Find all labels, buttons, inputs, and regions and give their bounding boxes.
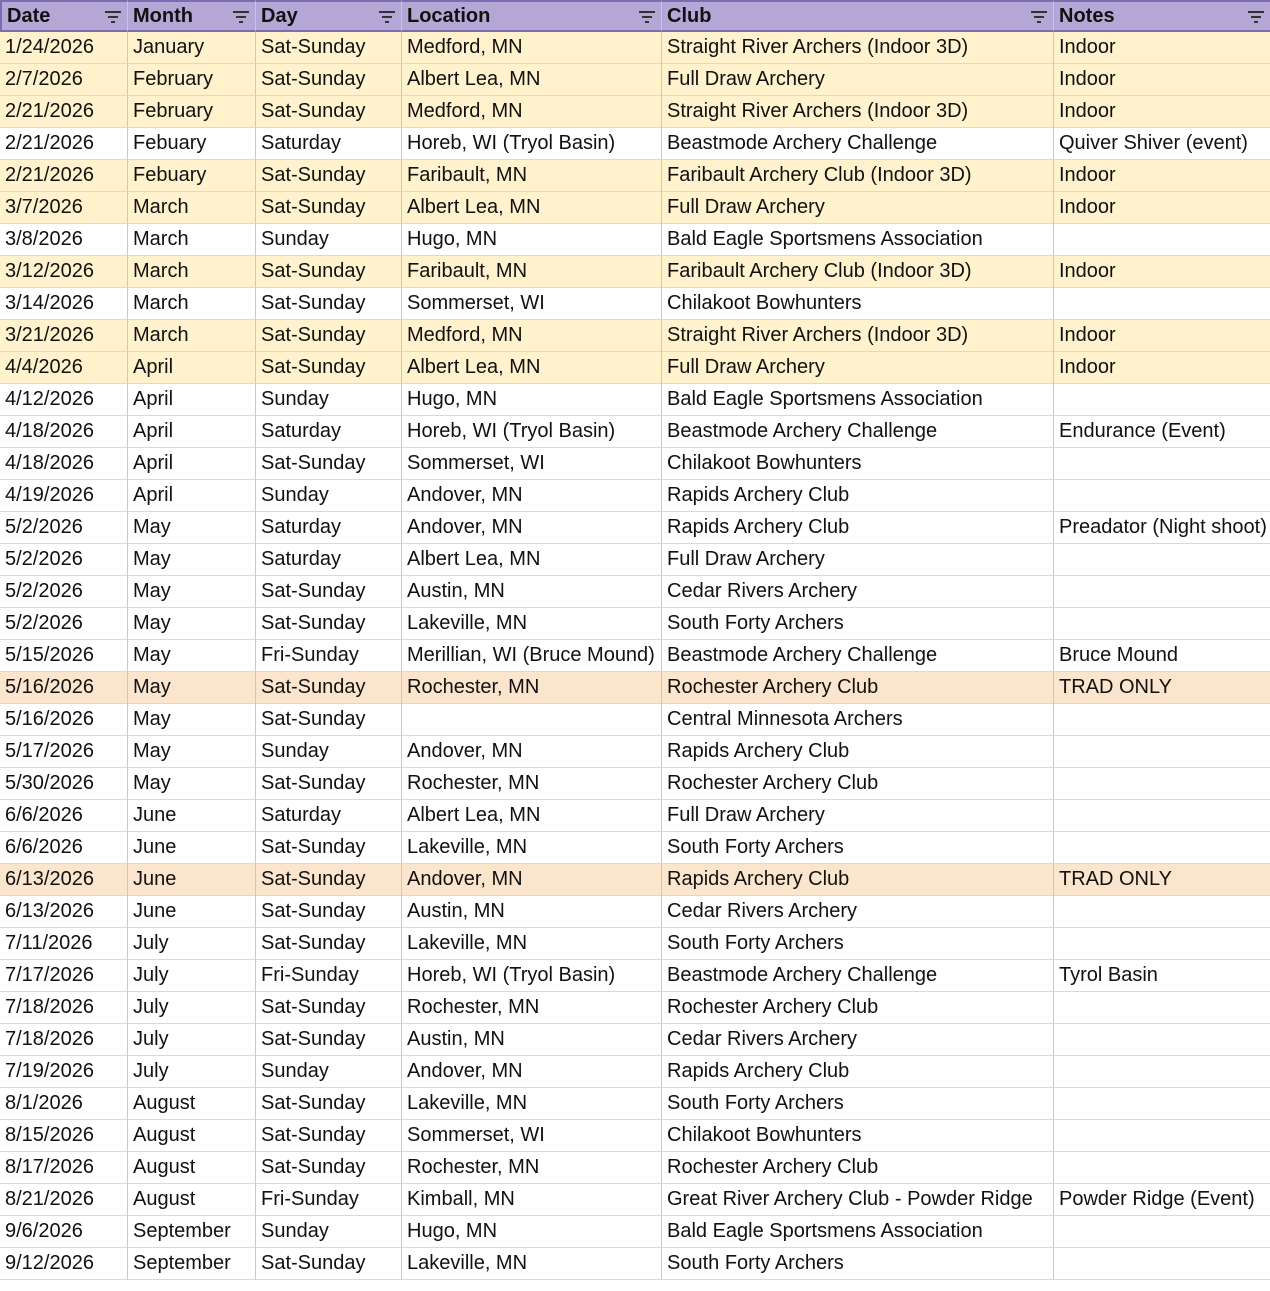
table-row (0, 320, 1270, 352)
cell-notes[interactable] (1054, 928, 1270, 960)
table-row (0, 288, 1270, 320)
cell-month[interactable]: May (128, 768, 256, 800)
table-row (0, 960, 1270, 992)
table-row (0, 32, 1270, 64)
cell-location[interactable]: Sommerset, WI (402, 448, 662, 480)
cell-location[interactable]: Faribault, MN (402, 160, 662, 192)
cell-club[interactable]: Beastmode Archery Challenge (662, 640, 1054, 672)
column-header-label: Day (261, 5, 298, 27)
table-row (0, 416, 1270, 448)
table-row (0, 800, 1270, 832)
cell-month[interactable]: Febuary (128, 160, 256, 192)
table-row (0, 64, 1270, 96)
cell-month[interactable]: June (128, 864, 256, 896)
cell-location[interactable] (402, 704, 662, 736)
cell-club[interactable]: Bald Eagle Sportsmens Association (662, 1216, 1054, 1248)
cell-month[interactable]: May (128, 672, 256, 704)
cell-notes[interactable] (1054, 224, 1270, 256)
cell-month[interactable]: June (128, 896, 256, 928)
table-row (0, 1248, 1270, 1280)
cell-day[interactable]: Sunday (256, 1056, 402, 1088)
cell-date[interactable]: 2/21/2026 (0, 128, 128, 160)
cell-month[interactable]: January (128, 32, 256, 64)
cell-club[interactable]: South Forty Archers (662, 928, 1054, 960)
cell-month[interactable]: April (128, 416, 256, 448)
cell-club[interactable]: Beastmode Archery Challenge (662, 416, 1054, 448)
cell-date[interactable]: 5/2/2026 (0, 544, 128, 576)
cell-notes[interactable] (1054, 1088, 1270, 1120)
table-row (0, 512, 1270, 544)
cell-notes[interactable]: Quiver Shiver (event) (1054, 128, 1270, 160)
cell-location[interactable]: Lakeville, MN (402, 1088, 662, 1120)
cell-day[interactable]: Fri-Sunday (256, 960, 402, 992)
cell-location[interactable]: Faribault, MN (402, 256, 662, 288)
cell-club[interactable]: Chilakoot Bowhunters (662, 288, 1054, 320)
cell-notes[interactable] (1054, 896, 1270, 928)
cell-month[interactable]: May (128, 736, 256, 768)
cell-club[interactable]: Rochester Archery Club (662, 672, 1054, 704)
cell-location[interactable]: Rochester, MN (402, 992, 662, 1024)
cell-location[interactable]: Lakeville, MN (402, 928, 662, 960)
cell-notes[interactable]: Endurance (Event) (1054, 416, 1270, 448)
cell-location[interactable]: Albert Lea, MN (402, 544, 662, 576)
cell-location[interactable]: Albert Lea, MN (402, 64, 662, 96)
cell-date[interactable]: 9/12/2026 (0, 1248, 128, 1280)
cell-date[interactable]: 8/1/2026 (0, 1088, 128, 1120)
cell-notes[interactable]: Indoor (1054, 32, 1270, 64)
cell-date[interactable]: 7/18/2026 (0, 992, 128, 1024)
cell-notes[interactable] (1054, 768, 1270, 800)
cell-location[interactable]: Andover, MN (402, 736, 662, 768)
cell-notes[interactable]: Indoor (1054, 192, 1270, 224)
cell-date[interactable]: 6/6/2026 (0, 832, 128, 864)
cell-location[interactable]: Horeb, WI (Tryol Basin) (402, 960, 662, 992)
cell-notes[interactable]: Indoor (1054, 160, 1270, 192)
table-row (0, 544, 1270, 576)
cell-month[interactable]: February (128, 64, 256, 96)
cell-notes[interactable] (1054, 800, 1270, 832)
cell-club[interactable]: Full Draw Archery (662, 544, 1054, 576)
cell-day[interactable]: Sunday (256, 736, 402, 768)
cell-club[interactable]: Rapids Archery Club (662, 736, 1054, 768)
cell-club[interactable]: Rochester Archery Club (662, 1152, 1054, 1184)
table-row (0, 256, 1270, 288)
cell-location[interactable]: Hugo, MN (402, 1216, 662, 1248)
cell-day[interactable]: Sat-Sunday (256, 32, 402, 64)
cell-month[interactable]: April (128, 384, 256, 416)
cell-location[interactable]: Sommerset, WI (402, 1120, 662, 1152)
cell-location[interactable]: Merillian, WI (Bruce Mound) (402, 640, 662, 672)
table-row (0, 832, 1270, 864)
cell-day[interactable]: Sat-Sunday (256, 288, 402, 320)
cell-club[interactable]: Rochester Archery Club (662, 992, 1054, 1024)
cell-club[interactable]: South Forty Archers (662, 608, 1054, 640)
column-header-day[interactable] (256, 0, 402, 32)
cell-day[interactable]: Sat-Sunday (256, 928, 402, 960)
table-row (0, 128, 1270, 160)
cell-location[interactable]: Medford, MN (402, 320, 662, 352)
cell-notes[interactable] (1054, 1120, 1270, 1152)
cell-day[interactable]: Sat-Sunday (256, 160, 402, 192)
cell-location[interactable]: Austin, MN (402, 896, 662, 928)
cell-day[interactable]: Sat-Sunday (256, 704, 402, 736)
cell-club[interactable]: Cedar Rivers Archery (662, 896, 1054, 928)
cell-date[interactable]: 5/2/2026 (0, 608, 128, 640)
cell-location[interactable]: Austin, MN (402, 576, 662, 608)
filter-icon[interactable] (639, 11, 655, 23)
cell-location[interactable]: Lakeville, MN (402, 1248, 662, 1280)
cell-day[interactable]: Sat-Sunday (256, 832, 402, 864)
column-header-month[interactable] (128, 0, 256, 32)
table-row (0, 768, 1270, 800)
cell-day[interactable]: Sat-Sunday (256, 896, 402, 928)
cell-club[interactable]: Faribault Archery Club (Indoor 3D) (662, 256, 1054, 288)
table-row (0, 192, 1270, 224)
cell-location[interactable]: Horeb, WI (Tryol Basin) (402, 128, 662, 160)
cell-month[interactable]: May (128, 544, 256, 576)
cell-date[interactable]: 5/17/2026 (0, 736, 128, 768)
cell-club[interactable]: Bald Eagle Sportsmens Association (662, 384, 1054, 416)
cell-day[interactable]: Sunday (256, 480, 402, 512)
table-row (0, 96, 1270, 128)
cell-date[interactable]: 4/12/2026 (0, 384, 128, 416)
cell-location[interactable]: Andover, MN (402, 1056, 662, 1088)
cell-club[interactable]: Full Draw Archery (662, 352, 1054, 384)
cell-location[interactable]: Albert Lea, MN (402, 800, 662, 832)
cell-club[interactable]: Full Draw Archery (662, 192, 1054, 224)
cell-notes[interactable] (1054, 576, 1270, 608)
filter-icon[interactable] (233, 11, 249, 23)
cell-location[interactable]: Medford, MN (402, 96, 662, 128)
cell-day[interactable]: Sat-Sunday (256, 96, 402, 128)
cell-day[interactable]: Saturday (256, 128, 402, 160)
cell-date[interactable]: 3/7/2026 (0, 192, 128, 224)
cell-day[interactable]: Sat-Sunday (256, 608, 402, 640)
table-row (0, 1152, 1270, 1184)
cell-notes[interactable]: Tyrol Basin (1054, 960, 1270, 992)
cell-day[interactable]: Sat-Sunday (256, 1248, 402, 1280)
cell-date[interactable]: 5/2/2026 (0, 512, 128, 544)
cell-date[interactable]: 5/30/2026 (0, 768, 128, 800)
cell-notes[interactable] (1054, 480, 1270, 512)
cell-notes[interactable]: Powder Ridge (Event) (1054, 1184, 1270, 1216)
cell-location[interactable]: Rochester, MN (402, 1152, 662, 1184)
table-row (0, 480, 1270, 512)
cell-club[interactable]: Rochester Archery Club (662, 768, 1054, 800)
table-row (0, 928, 1270, 960)
table-row (0, 992, 1270, 1024)
cell-date[interactable]: 1/24/2026 (0, 32, 128, 64)
cell-notes[interactable]: Indoor (1054, 256, 1270, 288)
cell-date[interactable]: 7/11/2026 (0, 928, 128, 960)
table-row (0, 896, 1270, 928)
column-header-label: Club (667, 5, 712, 27)
cell-day[interactable]: Sat-Sunday (256, 448, 402, 480)
cell-day[interactable]: Sat-Sunday (256, 320, 402, 352)
cell-club[interactable]: Rapids Archery Club (662, 480, 1054, 512)
cell-date[interactable]: 6/13/2026 (0, 864, 128, 896)
cell-location[interactable]: Austin, MN (402, 1024, 662, 1056)
cell-notes[interactable] (1054, 1056, 1270, 1088)
cell-location[interactable]: Rochester, MN (402, 672, 662, 704)
cell-month[interactable]: August (128, 1152, 256, 1184)
cell-day[interactable]: Sat-Sunday (256, 864, 402, 896)
cell-date[interactable]: 5/16/2026 (0, 672, 128, 704)
cell-notes[interactable] (1054, 608, 1270, 640)
cell-club[interactable]: Cedar Rivers Archery (662, 576, 1054, 608)
table-row (0, 384, 1270, 416)
cell-location[interactable]: Medford, MN (402, 32, 662, 64)
cell-date[interactable]: 2/7/2026 (0, 64, 128, 96)
cell-club[interactable]: Full Draw Archery (662, 800, 1054, 832)
cell-month[interactable]: May (128, 608, 256, 640)
cell-month[interactable]: May (128, 576, 256, 608)
cell-day[interactable]: Sat-Sunday (256, 992, 402, 1024)
cell-date[interactable]: 6/13/2026 (0, 896, 128, 928)
cell-location[interactable]: Andover, MN (402, 864, 662, 896)
cell-club[interactable]: Rapids Archery Club (662, 512, 1054, 544)
cell-notes[interactable] (1054, 992, 1270, 1024)
cell-date[interactable]: 4/19/2026 (0, 480, 128, 512)
cell-notes[interactable]: TRAD ONLY (1054, 672, 1270, 704)
table-row (0, 1088, 1270, 1120)
cell-location[interactable]: Hugo, MN (402, 384, 662, 416)
cell-month[interactable]: February (128, 96, 256, 128)
cell-notes[interactable] (1054, 736, 1270, 768)
cell-month[interactable]: April (128, 352, 256, 384)
cell-day[interactable]: Sunday (256, 224, 402, 256)
cell-month[interactable]: April (128, 448, 256, 480)
cell-date[interactable]: 2/21/2026 (0, 96, 128, 128)
cell-day[interactable]: Sat-Sunday (256, 64, 402, 96)
cell-day[interactable]: Sunday (256, 1216, 402, 1248)
cell-day[interactable]: Sat-Sunday (256, 672, 402, 704)
cell-day[interactable]: Sat-Sunday (256, 1152, 402, 1184)
cell-club[interactable]: Bald Eagle Sportsmens Association (662, 224, 1054, 256)
cell-date[interactable]: 4/18/2026 (0, 416, 128, 448)
cell-month[interactable]: August (128, 1088, 256, 1120)
cell-date[interactable]: 8/17/2026 (0, 1152, 128, 1184)
cell-month[interactable]: July (128, 1024, 256, 1056)
cell-date[interactable]: 3/8/2026 (0, 224, 128, 256)
cell-day[interactable]: Sat-Sunday (256, 1120, 402, 1152)
cell-location[interactable]: Albert Lea, MN (402, 352, 662, 384)
cell-month[interactable]: July (128, 1056, 256, 1088)
table-row (0, 352, 1270, 384)
cell-club[interactable]: Chilakoot Bowhunters (662, 448, 1054, 480)
cell-day[interactable]: Saturday (256, 416, 402, 448)
cell-location[interactable]: Albert Lea, MN (402, 192, 662, 224)
cell-club[interactable]: South Forty Archers (662, 1248, 1054, 1280)
cell-club[interactable]: South Forty Archers (662, 1088, 1054, 1120)
cell-location[interactable]: Lakeville, MN (402, 608, 662, 640)
cell-day[interactable]: Sat-Sunday (256, 768, 402, 800)
cell-day[interactable]: Sat-Sunday (256, 576, 402, 608)
column-header-notes[interactable] (1054, 0, 1270, 32)
cell-date[interactable]: 9/6/2026 (0, 1216, 128, 1248)
cell-club[interactable]: Beastmode Archery Challenge (662, 128, 1054, 160)
cell-club[interactable]: Central Minnesota Archers (662, 704, 1054, 736)
cell-date[interactable]: 8/15/2026 (0, 1120, 128, 1152)
cell-location[interactable]: Andover, MN (402, 512, 662, 544)
cell-date[interactable]: 4/4/2026 (0, 352, 128, 384)
cell-date[interactable]: 6/6/2026 (0, 800, 128, 832)
cell-club[interactable]: Chilakoot Bowhunters (662, 1120, 1054, 1152)
column-header-club[interactable] (662, 0, 1054, 32)
cell-month[interactable]: March (128, 288, 256, 320)
cell-date[interactable]: 5/15/2026 (0, 640, 128, 672)
cell-month[interactable]: Febuary (128, 128, 256, 160)
table-row (0, 864, 1270, 896)
column-header-label: Date (7, 5, 51, 27)
cell-month[interactable]: March (128, 224, 256, 256)
cell-day[interactable]: Fri-Sunday (256, 1184, 402, 1216)
cell-day[interactable]: Sat-Sunday (256, 1088, 402, 1120)
table-row (0, 672, 1270, 704)
cell-notes[interactable]: Indoor (1054, 96, 1270, 128)
table-row (0, 1184, 1270, 1216)
filter-icon[interactable] (105, 11, 121, 23)
cell-month[interactable]: May (128, 512, 256, 544)
table-row (0, 1024, 1270, 1056)
column-header-label: Month (133, 5, 193, 27)
cell-date[interactable]: 3/14/2026 (0, 288, 128, 320)
cell-notes[interactable]: Bruce Mound (1054, 640, 1270, 672)
header-row (0, 0, 1270, 32)
cell-notes[interactable] (1054, 448, 1270, 480)
cell-notes[interactable] (1054, 1216, 1270, 1248)
cell-location[interactable]: Kimball, MN (402, 1184, 662, 1216)
cell-notes[interactable] (1054, 1152, 1270, 1184)
cell-club[interactable]: South Forty Archers (662, 832, 1054, 864)
cell-club[interactable]: Rapids Archery Club (662, 864, 1054, 896)
cell-club[interactable]: Rapids Archery Club (662, 1056, 1054, 1088)
cell-date[interactable]: 3/21/2026 (0, 320, 128, 352)
column-header-location[interactable] (402, 0, 662, 32)
cell-day[interactable]: Saturday (256, 800, 402, 832)
cell-date[interactable]: 7/19/2026 (0, 1056, 128, 1088)
cell-location[interactable]: Andover, MN (402, 480, 662, 512)
table-row (0, 448, 1270, 480)
cell-notes[interactable]: Indoor (1054, 64, 1270, 96)
filter-icon[interactable] (1031, 11, 1047, 23)
table-row (0, 1120, 1270, 1152)
cell-date[interactable]: 2/21/2026 (0, 160, 128, 192)
cell-date[interactable]: 7/17/2026 (0, 960, 128, 992)
cell-month[interactable]: June (128, 800, 256, 832)
cell-month[interactable]: July (128, 960, 256, 992)
cell-day[interactable]: Sat-Sunday (256, 192, 402, 224)
cell-month[interactable]: March (128, 320, 256, 352)
cell-month[interactable]: May (128, 704, 256, 736)
cell-date[interactable]: 5/2/2026 (0, 576, 128, 608)
table-row (0, 160, 1270, 192)
table-row (0, 224, 1270, 256)
cell-notes[interactable] (1054, 1248, 1270, 1280)
cell-notes[interactable] (1054, 288, 1270, 320)
cell-location[interactable]: Horeb, WI (Tryol Basin) (402, 416, 662, 448)
cell-month[interactable]: July (128, 992, 256, 1024)
cell-month[interactable]: March (128, 256, 256, 288)
table-body (0, 32, 1270, 1280)
filter-icon[interactable] (379, 11, 395, 23)
cell-month[interactable]: August (128, 1184, 256, 1216)
cell-location[interactable]: Rochester, MN (402, 768, 662, 800)
column-header-label: Notes (1059, 5, 1115, 27)
table-row (0, 704, 1270, 736)
cell-club[interactable]: Straight River Archers (Indoor 3D) (662, 32, 1054, 64)
filter-icon[interactable] (1248, 11, 1264, 23)
cell-month[interactable]: September (128, 1248, 256, 1280)
cell-day[interactable]: Sat-Sunday (256, 1024, 402, 1056)
cell-location[interactable]: Hugo, MN (402, 224, 662, 256)
cell-day[interactable]: Saturday (256, 512, 402, 544)
cell-month[interactable]: July (128, 928, 256, 960)
cell-date[interactable]: 3/12/2026 (0, 256, 128, 288)
cell-club[interactable]: Great River Archery Club - Powder Ridge (662, 1184, 1054, 1216)
cell-month[interactable]: August (128, 1120, 256, 1152)
column-header-date[interactable] (0, 0, 128, 32)
cell-month[interactable]: June (128, 832, 256, 864)
cell-date[interactable]: 5/16/2026 (0, 704, 128, 736)
cell-notes[interactable]: TRAD ONLY (1054, 864, 1270, 896)
cell-day[interactable]: Sunday (256, 384, 402, 416)
cell-notes[interactable]: Preadator (Night shoot) (1054, 512, 1270, 544)
table-row (0, 640, 1270, 672)
cell-club[interactable]: Full Draw Archery (662, 64, 1054, 96)
table-row (0, 1216, 1270, 1248)
cell-day[interactable]: Fri-Sunday (256, 640, 402, 672)
cell-day[interactable]: Saturday (256, 544, 402, 576)
cell-day[interactable]: Sat-Sunday (256, 352, 402, 384)
cell-month[interactable]: May (128, 640, 256, 672)
cell-notes[interactable]: Indoor (1054, 352, 1270, 384)
cell-notes[interactable] (1054, 1024, 1270, 1056)
cell-month[interactable]: April (128, 480, 256, 512)
cell-location[interactable]: Lakeville, MN (402, 832, 662, 864)
table-row (0, 736, 1270, 768)
cell-club[interactable]: Straight River Archers (Indoor 3D) (662, 320, 1054, 352)
table-row (0, 1056, 1270, 1088)
cell-month[interactable]: March (128, 192, 256, 224)
cell-date[interactable]: 4/18/2026 (0, 448, 128, 480)
column-header-label: Location (407, 5, 491, 27)
cell-notes[interactable] (1054, 544, 1270, 576)
cell-club[interactable]: Cedar Rivers Archery (662, 1024, 1054, 1056)
table-row (0, 608, 1270, 640)
cell-day[interactable]: Sat-Sunday (256, 256, 402, 288)
cell-month[interactable]: September (128, 1216, 256, 1248)
cell-club[interactable]: Beastmode Archery Challenge (662, 960, 1054, 992)
cell-notes[interactable] (1054, 704, 1270, 736)
table-row (0, 576, 1270, 608)
cell-notes[interactable]: Indoor (1054, 320, 1270, 352)
cell-date[interactable]: 8/21/2026 (0, 1184, 128, 1216)
cell-date[interactable]: 7/18/2026 (0, 1024, 128, 1056)
cell-notes[interactable] (1054, 384, 1270, 416)
cell-location[interactable]: Sommerset, WI (402, 288, 662, 320)
cell-notes[interactable] (1054, 832, 1270, 864)
cell-club[interactable]: Faribault Archery Club (Indoor 3D) (662, 160, 1054, 192)
cell-club[interactable]: Straight River Archers (Indoor 3D) (662, 96, 1054, 128)
